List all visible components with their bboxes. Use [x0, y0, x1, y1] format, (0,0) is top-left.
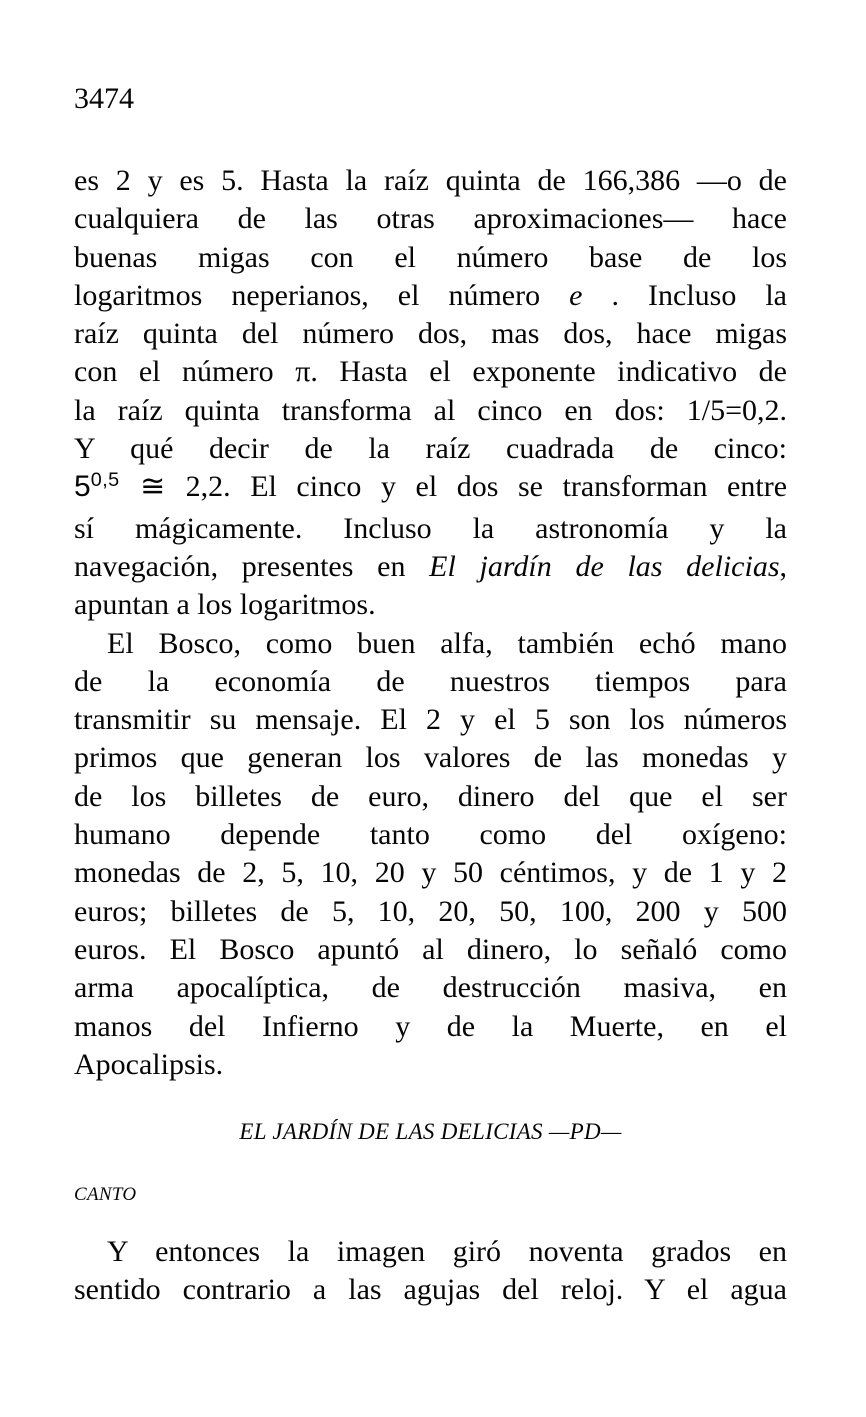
plain-text: transmitir su mensaje. El 2 y el 5 son los números — [74, 703, 787, 737]
text-line — [74, 778, 787, 816]
plain-text: apuntan a los logaritmos. — [74, 588, 376, 622]
text-line — [74, 200, 787, 238]
text-line — [74, 663, 787, 701]
plain-text: , — [779, 549, 787, 583]
formula-text: 5 — [74, 470, 91, 504]
plain-text: Apocalipsis. — [74, 1047, 224, 1081]
plain-text: la raíz quinta transforma al cinco en dos: 1/5=0,2. — [74, 393, 787, 427]
plain-text: primos que generan los valores de las monedas y — [74, 741, 787, 775]
plain-text: sí mágicamente. Incluso la astronomía y la — [74, 511, 787, 545]
section-heading: EL JARDÍN DE LAS DELICIAS —PD— — [239, 1119, 622, 1145]
plain-text: manos del Infierno y de la Muerte, en el — [74, 1009, 787, 1043]
plain-text: El Bosco, como buen alfa, también echó mano — [107, 626, 787, 660]
text-line — [74, 625, 787, 663]
plain-text: . Incluso la — [582, 278, 787, 312]
text-line — [74, 854, 787, 892]
text-line — [74, 430, 787, 468]
plain-text: buenas migas con el número base de los — [74, 240, 787, 274]
plain-text: monedas de 2, 5, 10, 20 y 50 céntimos, y de 1 y 2 — [74, 856, 787, 890]
formula-superscript: 0,5 — [90, 469, 120, 492]
plain-text: humano depende tanto como del oxígeno: — [74, 818, 787, 852]
text-line — [74, 239, 787, 277]
plain-text: navegación, presentes en — [74, 549, 430, 583]
text-line — [74, 162, 787, 200]
page-number: 3474 — [74, 82, 134, 115]
plain-text: con el número π. Hasta el exponente indicativo de — [74, 355, 787, 389]
section-label: CANTO — [74, 1184, 137, 1206]
plain-text: raíz quinta del número dos, mas dos, hace migas — [74, 317, 787, 351]
text-line — [74, 1046, 787, 1084]
plain-text: euros; billetes de 5, 10, 20, 50, 100, 200 y 500 — [74, 894, 787, 928]
plain-text: logaritmos neperianos, el número — [74, 278, 570, 312]
formula-text: ≅ — [119, 470, 186, 504]
text-line — [74, 931, 787, 969]
paragraph — [74, 162, 787, 625]
text-line — [74, 893, 787, 931]
body-text-after-heading — [74, 1233, 787, 1310]
text-line — [74, 277, 787, 315]
plain-text: arma apocalíptica, de destrucción masiva, en — [74, 971, 787, 1005]
text-line — [74, 510, 787, 548]
italic-text: El jardín de las delicias — [429, 549, 780, 583]
text-line — [74, 468, 787, 509]
plain-text: 2,2. El cinco y el dos se transforman entre — [185, 470, 788, 504]
plain-text: sentido contrario a las agujas del reloj. Y el agua — [74, 1273, 787, 1307]
text-line — [74, 701, 787, 739]
paragraph — [74, 1233, 787, 1310]
text-line — [74, 353, 787, 391]
plain-text: Y entonces la imagen giró noventa grados en — [107, 1235, 787, 1269]
body-text-before-heading — [74, 162, 787, 1084]
plain-text: Y qué decir de la raíz cuadrada de cinco: — [74, 432, 787, 466]
text-line — [74, 1008, 787, 1046]
text-line — [74, 1271, 787, 1309]
plain-text: de la economía de nuestros tiempos para — [74, 664, 787, 698]
plain-text: es 2 y es 5. Hasta la raíz quinta de 166,386 —o de — [74, 164, 787, 197]
plain-text: cualquiera de las otras aproximaciones— hace — [74, 202, 787, 236]
paragraph — [74, 625, 787, 1085]
text-line — [74, 969, 787, 1007]
italic-text: e — [569, 278, 583, 312]
text-line — [74, 739, 787, 777]
plain-text: de los billetes de euro, dinero del que el ser — [74, 779, 787, 813]
text-line — [74, 586, 787, 624]
text-line — [74, 816, 787, 854]
text-line — [74, 1233, 787, 1271]
text-line — [74, 315, 787, 353]
text-line — [74, 392, 787, 430]
plain-text: euros. El Bosco apuntó al dinero, lo señaló como — [74, 932, 787, 966]
text-line — [74, 548, 787, 586]
